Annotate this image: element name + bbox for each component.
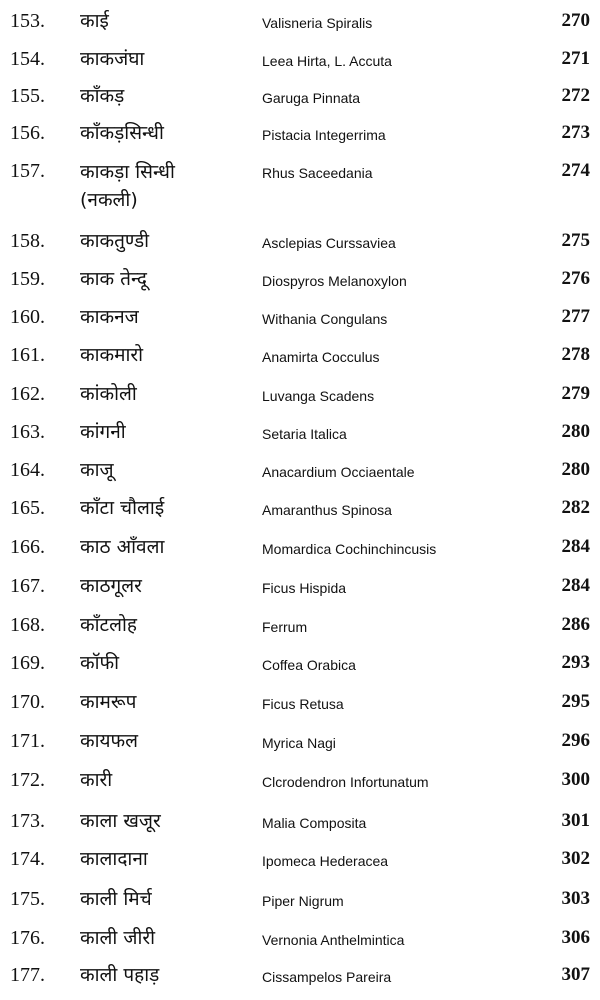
entry-number: 153. [10, 10, 45, 32]
index-entry-167 [0, 573, 600, 611]
entry-number: 176. [10, 927, 45, 949]
entry-hindi-name: काकनज [80, 306, 139, 328]
index-entry-155 [0, 83, 600, 121]
entry-number: 160. [10, 306, 45, 328]
entry-botanical-name: Pistacia Integerrima [262, 127, 386, 143]
index-entry-163 [0, 419, 600, 457]
entry-botanical-name: Amaranthus Spinosa [262, 502, 392, 518]
entry-hindi-name: काई [80, 10, 109, 32]
index-entry-168 [0, 612, 600, 650]
entry-botanical-name: Malia Composita [262, 815, 367, 831]
index-entry-156 [0, 120, 600, 158]
entry-page-number: 301 [561, 810, 590, 831]
entry-page-number: 293 [561, 652, 590, 673]
entry-page-number: 276 [561, 268, 590, 289]
index-entry-160 [0, 304, 600, 342]
entry-number: 159. [10, 268, 45, 290]
entry-botanical-name: Valisneria Spiralis [262, 15, 373, 31]
entry-hindi-name: काठ आँवला [80, 536, 165, 558]
index-entry-162 [0, 381, 600, 419]
entry-botanical-name: Ficus Hispida [262, 580, 347, 596]
entry-hindi-name: काली जीरी [80, 927, 156, 949]
entry-page-number: 272 [561, 85, 590, 106]
entry-page-number: 286 [561, 614, 590, 635]
entry-number: 161. [10, 344, 45, 366]
index-entry-164 [0, 457, 600, 495]
entry-number: 162. [10, 383, 45, 405]
entry-page-number: 278 [561, 344, 590, 365]
entry-botanical-name: Momardica Cochinchincusis [262, 541, 437, 557]
entry-number: 165. [10, 497, 45, 519]
entry-hindi-name: काली मिर्च [80, 888, 152, 910]
index-entry-177 [0, 962, 600, 1000]
entry-botanical-name: Rhus Saceedania [262, 165, 373, 181]
entry-page-number: 282 [561, 497, 590, 518]
entry-botanical-name: Clcrodendron Infortunatum [262, 774, 429, 790]
index-entry-170 [0, 689, 600, 727]
index-entry-174 [0, 846, 600, 884]
index-entry-154 [0, 46, 600, 84]
entry-botanical-name: Anacardium Occiaentale [262, 464, 415, 480]
entry-botanical-name: Ficus Retusa [262, 696, 344, 712]
entry-botanical-name: Asclepias Curssaviea [262, 235, 396, 251]
entry-page-number: 271 [561, 48, 590, 69]
entry-page-number: 279 [561, 383, 590, 404]
entry-page-number: 306 [561, 927, 590, 948]
entry-number: 170. [10, 691, 45, 713]
entry-hindi-name: काला खजूर [80, 810, 161, 832]
index-entry-171 [0, 728, 600, 766]
entry-hindi-name: काँटा चौलाई [80, 497, 165, 519]
entry-botanical-name: Diospyros Melanoxylon [262, 273, 407, 289]
entry-page-number: 303 [561, 888, 590, 909]
entry-botanical-name: Luvanga Scadens [262, 388, 375, 404]
entry-page-number: 277 [561, 306, 590, 327]
entry-number: 155. [10, 85, 45, 107]
entry-hindi-name: कामरूप [80, 691, 137, 713]
index-entry-153 [0, 8, 600, 46]
entry-page-number: 273 [561, 122, 590, 143]
entry-number: 173. [10, 810, 45, 832]
entry-page-number: 280 [561, 459, 590, 480]
entry-hindi-name: काँकड़सिन्धी [80, 122, 164, 144]
entry-number: 166. [10, 536, 45, 558]
entry-botanical-name: Myrica Nagi [262, 735, 336, 751]
entry-hindi-name: काक तेन्दू [80, 268, 147, 290]
entry-botanical-name: Setaria Italica [262, 426, 347, 442]
index-entry-157 [0, 158, 600, 220]
entry-hindi-name: काँटलोह [80, 614, 137, 636]
entry-botanical-name: Piper Nigrum [262, 893, 344, 909]
entry-number: 169. [10, 652, 45, 674]
entry-number: 167. [10, 575, 45, 597]
entry-page-number: 274 [561, 160, 590, 181]
index-entry-159 [0, 266, 600, 304]
entry-hindi-name: काली पहाड़ [80, 964, 160, 986]
index-entry-161 [0, 342, 600, 380]
index-entry-176 [0, 925, 600, 963]
entry-botanical-name: Coffea Orabica [262, 657, 356, 673]
entry-botanical-name: Ipomeca Hederacea [262, 853, 389, 869]
index-entry-169 [0, 650, 600, 688]
entry-number: 158. [10, 230, 45, 252]
entry-hindi-name: कांगनी [80, 421, 126, 443]
entry-number: 157. [10, 160, 45, 182]
entry-hindi-name: कारी [80, 769, 113, 791]
entry-page-number: 284 [561, 575, 590, 596]
entry-number: 168. [10, 614, 45, 636]
entry-number: 156. [10, 122, 45, 144]
entry-page-number: 284 [561, 536, 590, 557]
entry-page-number: 275 [561, 230, 590, 251]
index-entry-173 [0, 808, 600, 846]
entry-hindi-name: काकतुण्डी [80, 230, 150, 252]
entry-number: 154. [10, 48, 45, 70]
entry-botanical-name: Garuga Pinnata [262, 90, 361, 106]
entry-hindi-name: काकजंघा [80, 48, 145, 70]
entry-number: 164. [10, 459, 45, 481]
entry-botanical-name: Anamirta Cocculus [262, 349, 380, 365]
entry-number: 172. [10, 769, 45, 791]
entry-hindi-name: काकड़ा सिन्धी (नकली) [80, 161, 175, 211]
entry-page-number: 296 [561, 730, 590, 751]
entry-page-number: 280 [561, 421, 590, 442]
entry-number: 174. [10, 848, 45, 870]
index-entry-158 [0, 228, 600, 266]
entry-number: 163. [10, 421, 45, 443]
index-entry-166 [0, 534, 600, 572]
entry-page-number: 307 [561, 964, 590, 985]
entry-hindi-name: काँकड़ [80, 85, 125, 107]
entry-botanical-name: Withania Congulans [262, 311, 388, 327]
entry-page-number: 302 [561, 848, 590, 869]
entry-hindi-name: काकमारो [80, 344, 144, 366]
entry-number: 175. [10, 888, 45, 910]
entry-hindi-name: कॉफी [80, 652, 120, 674]
entry-page-number: 270 [561, 10, 590, 31]
entry-hindi-name: कालादाना [80, 848, 148, 870]
entry-number: 177. [10, 964, 45, 986]
entry-hindi-name: काजू [80, 459, 114, 481]
entry-botanical-name: Vernonia Anthelmintica [262, 932, 405, 948]
entry-hindi-name: काठगूलर [80, 575, 142, 597]
entry-hindi-name: कांकोली [80, 383, 137, 405]
entry-page-number: 295 [561, 691, 590, 712]
entry-page-number: 300 [561, 769, 590, 790]
entry-number: 171. [10, 730, 45, 752]
entry-botanical-name: Cissampelos Pareira [262, 969, 392, 985]
index-entry-165 [0, 495, 600, 533]
index-entry-172 [0, 767, 600, 805]
index-entry-175 [0, 886, 600, 924]
entry-botanical-name: Leea Hirta, L. Accuta [262, 53, 392, 69]
entry-botanical-name: Ferrum [262, 619, 308, 635]
entry-hindi-name: कायफल [80, 730, 139, 752]
